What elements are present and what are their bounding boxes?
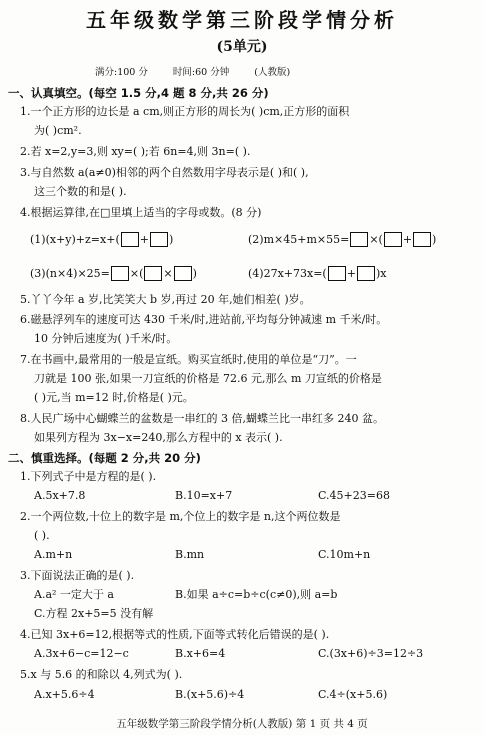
s2-q2-line1: 2.一个两位数,十位上的数字是 m,个位上的数字是 n,这个两位数是: [20, 510, 341, 523]
s2-q5-option-c: C.4÷(x+5.6): [318, 688, 388, 701]
section1-heading: 一、认真填空。(每空 1.5 分,4 题 8 分,共 26 分): [8, 86, 269, 100]
s1-q6-line1: 6.磁悬浮列车的速度可达 430 千米/时,进站前,平均每分钟减速 m 千米/时。: [20, 313, 388, 326]
exam-meta: [95, 64, 312, 78]
s1-q4-item3: (3)(n×4)×25= ×( × ): [30, 267, 197, 280]
s1-q7-line3: ( )元,当 m=12 时,价格是( )元。: [34, 391, 194, 404]
s2-q3: 3.下面说法正确的是( ).: [20, 569, 135, 582]
s2-q4-option-a: A.3x+6−c=12−c: [34, 647, 129, 660]
s1-q4-item2: (2)m×45+m×55= ×( + ): [248, 233, 437, 246]
s2-q4-option-c: C.(3x+6)÷3=12÷3: [318, 647, 424, 660]
s1-q2: 2.若 x=2,y=3,则 xy=( );若 6n=4,则 3n=( ).: [20, 145, 251, 158]
s1-q8-line2: 如果列方程为 3x−x=240,那么方程中的 x 表示( ).: [34, 431, 283, 444]
s1-q4-item4: (4)27x+73x=( + )x: [248, 267, 387, 280]
s1-q3-line1: 3.与自然数 a(a≠0)相邻的两个自然数用字母表示是( )和( ),: [20, 166, 309, 179]
s1-q7-line1: 7.在书画中,最常用的一般是宣纸。购买宣纸时,使用的单位是“刀”。一: [20, 353, 357, 366]
s1-q4-item1: (1)(x+y)+z=x+( + ): [30, 233, 174, 246]
exam-time: 时间:60 分钟: [172, 67, 230, 78]
answer-box[interactable]: [350, 232, 368, 247]
answer-box[interactable]: [150, 232, 168, 247]
s1-q1-line1: 1.一个正方形的边长是 a cm,则正方形的周长为( )cm,正方形的面积: [20, 105, 350, 118]
s1-q6-line2: 10 分钟后速度为( )千米/时。: [34, 332, 178, 345]
answer-box[interactable]: [328, 266, 346, 281]
answer-box[interactable]: [413, 232, 431, 247]
s2-q2-line2: ( ).: [34, 529, 50, 542]
answer-box[interactable]: [357, 266, 375, 281]
s1-q8-line1: 8.人民广场中心蝴蝶兰的盆数是一串红的 3 倍,蝴蝶兰比一串红多 240 盆。: [20, 412, 384, 425]
page-title: 五年级数学第三阶段学情分析: [86, 8, 398, 32]
full-score: 满分:100 分: [95, 67, 148, 78]
edition: (人教版): [254, 67, 291, 78]
s2-q1-option-a: A.5x+7.8: [34, 489, 86, 502]
s1-q3-line2: 这三个数的和是( ).: [34, 185, 127, 198]
section2-heading: 二、慎重选择。(每题 2 分,共 20 分): [8, 451, 201, 465]
page-footer: 五年级数学第三阶段学情分析(人教版) 第 1 页 共 4 页: [116, 718, 368, 730]
answer-box[interactable]: [144, 266, 162, 281]
s2-q3-option-b: B.如果 a÷c=b÷c(c≠0),则 a=b: [175, 588, 338, 601]
s2-q3-option-a: A.a² 一定大于 a: [34, 588, 114, 601]
s2-q4-option-b: B.x+6=4: [175, 647, 226, 660]
s2-q5-option-a: A.x+5.6÷4: [34, 688, 95, 701]
s1-q7-line2: 刀就是 100 张,如果一刀宣纸的价格是 72.6 元,那么 m 刀宣纸的价格是: [34, 372, 382, 385]
page-subtitle: (5单元): [216, 39, 268, 55]
answer-box[interactable]: [384, 232, 402, 247]
s2-q1-option-b: B.10=x+7: [175, 489, 233, 502]
s2-q2-option-b: B.mn: [175, 548, 205, 561]
s1-q5: 5.丫丫今年 a 岁,比笑笑大 b 岁,再过 20 年,她们相差( )岁。: [20, 293, 311, 306]
s2-q4: 4.已知 3x+6=12,根据等式的性质,下面等式转化后错误的是( ).: [20, 628, 330, 641]
answer-box[interactable]: [111, 266, 129, 281]
s2-q1-option-c: C.45+23=68: [318, 489, 390, 502]
s1-q1-line2: 为( )cm².: [34, 124, 82, 137]
s2-q5-option-b: B.(x+5.6)÷4: [175, 688, 245, 701]
s1-q4: 4.根据运算律,在□里填上适当的字母或数。(8 分): [20, 206, 262, 219]
s2-q2-option-a: A.m+n: [34, 548, 73, 561]
s2-q1: 1.下列式子中是方程的是( ).: [20, 470, 157, 483]
answer-box[interactable]: [121, 232, 139, 247]
s2-q3-option-c: C.方程 2x+5=5 没有解: [34, 607, 154, 620]
answer-box[interactable]: [174, 266, 192, 281]
s2-q5: 5.x 与 5.6 的和除以 4,列式为( ).: [20, 668, 183, 681]
s2-q2-option-c: C.10m+n: [318, 548, 371, 561]
